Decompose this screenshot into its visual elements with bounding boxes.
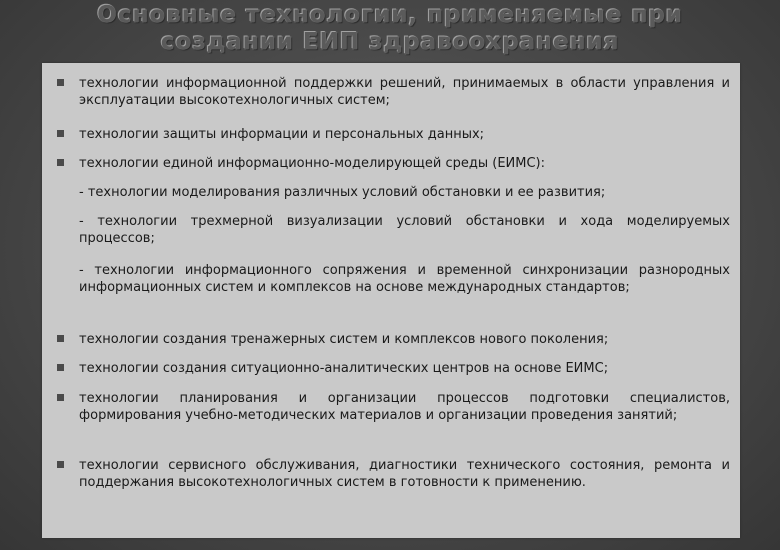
bullet-icon — [57, 79, 64, 86]
sub-list-item: - технологии информационного сопряжения и временной синхронизации разнородных информационных систем и комплексов на основе международных стандартов; — [79, 263, 730, 295]
list-item: технологии создания ситуационно-аналитических центров на основе ЕИМС; — [79, 361, 609, 376]
bullet-icon — [57, 130, 64, 137]
sub-list-item: - технологии моделирования различных условий обстановки и ее развития; — [79, 185, 606, 200]
slide-title-line-2: создании ЕИП здравоохранения — [160, 29, 620, 55]
list-item: технологии информационной поддержки решений, принимаемых в области управления и эксплуатации высокотехнологичных систем; — [79, 76, 730, 108]
bullet-icon — [57, 394, 64, 401]
sub-list-item: - технологии трехмерной визуализации условий обстановки и хода моделируемых процессов; — [79, 214, 730, 246]
list-item: технологии планирования и организации процессов подготовки специалистов, формирования учебно-методических материалов и организации проведения занятий; — [79, 391, 730, 423]
list-item: технологии защиты информации и персональных данных; — [79, 127, 485, 142]
bullet-icon — [57, 335, 64, 342]
list-item: технологии создания тренажерных систем и комплексов нового поколения; — [79, 332, 609, 347]
list-item: технологии единой информационно-моделирующей среды (ЕИМС): — [79, 156, 546, 171]
slide-title-line-1: Основные технологии, применяемые при — [97, 2, 683, 28]
list-item: технологии сервисного обслуживания, диагностики технического состояния, ремонта и поддержания высокотехнологичных систем в готовности к применению. — [79, 458, 730, 490]
content-panel — [42, 63, 740, 538]
bullet-icon — [57, 461, 64, 468]
bullet-icon — [57, 159, 64, 166]
bullet-icon — [57, 364, 64, 371]
slide-title — [0, 2, 780, 56]
